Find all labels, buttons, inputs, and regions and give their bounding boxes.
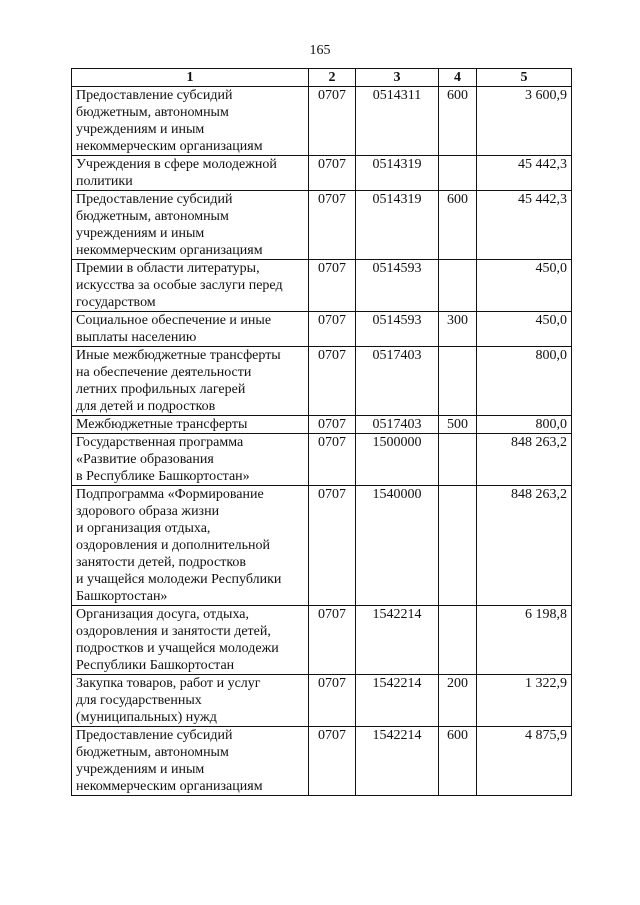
expense-type-cell (439, 347, 477, 416)
target-code-cell: 0517403 (356, 416, 439, 434)
row-name-cell: Иные межбюджетные трансферты на обеспечение деятельности летних профильных лагерей для детей и подростков (72, 347, 309, 416)
amount-cell: 800,0 (477, 347, 572, 416)
target-code-cell: 0517403 (356, 347, 439, 416)
target-code-cell: 1500000 (356, 434, 439, 486)
amount-cell: 450,0 (477, 260, 572, 312)
amount-cell: 450,0 (477, 312, 572, 347)
target-code-cell: 0514593 (356, 312, 439, 347)
table-row (72, 434, 572, 486)
table-row (72, 312, 572, 347)
row-name-cell: Государственная программа «Развитие образования в Республике Башкортостан» (72, 434, 309, 486)
table-row (72, 675, 572, 727)
column-header: 5 (477, 69, 572, 87)
budget-table (71, 68, 572, 796)
table-header-row (72, 69, 572, 87)
table-row (72, 156, 572, 191)
amount-cell: 6 198,8 (477, 606, 572, 675)
table-row (72, 347, 572, 416)
section-code-cell: 0707 (309, 312, 356, 347)
target-code-cell: 1542214 (356, 606, 439, 675)
section-code-cell: 0707 (309, 675, 356, 727)
row-name-cell: Предоставление субсидий бюджетным, автономным учреждениям и иным некоммерческим организациям (72, 87, 309, 156)
expense-type-cell (439, 434, 477, 486)
expense-type-cell: 600 (439, 191, 477, 260)
section-code-cell: 0707 (309, 347, 356, 416)
section-code-cell: 0707 (309, 87, 356, 156)
table-row (72, 486, 572, 606)
amount-cell: 4 875,9 (477, 727, 572, 796)
section-code-cell: 0707 (309, 416, 356, 434)
target-code-cell: 1542214 (356, 675, 439, 727)
column-header: 4 (439, 69, 477, 87)
section-code-cell: 0707 (309, 434, 356, 486)
section-code-cell: 0707 (309, 606, 356, 675)
row-name-cell: Предоставление субсидий бюджетным, автономным учреждениям и иным некоммерческим организациям (72, 727, 309, 796)
column-header: 1 (72, 69, 309, 87)
target-code-cell: 0514311 (356, 87, 439, 156)
column-header: 3 (356, 69, 439, 87)
expense-type-cell: 600 (439, 87, 477, 156)
page-number: 165 (309, 43, 331, 58)
row-name-cell: Премии в области литературы, искусства за особые заслуги перед государством (72, 260, 309, 312)
section-code-cell: 0707 (309, 260, 356, 312)
expense-type-cell: 200 (439, 675, 477, 727)
column-header: 2 (309, 69, 356, 87)
expense-type-cell (439, 156, 477, 191)
row-name-cell: Учреждения в сфере молодежной политики (72, 156, 309, 191)
row-name-cell: Организация досуга, отдыха, оздоровления и занятости детей, подростков и учащейся молодежи Республики Башкортостан (72, 606, 309, 675)
amount-cell: 848 263,2 (477, 434, 572, 486)
table-row (72, 260, 572, 312)
amount-cell: 3 600,9 (477, 87, 572, 156)
expense-type-cell: 600 (439, 727, 477, 796)
amount-cell: 848 263,2 (477, 486, 572, 606)
amount-cell: 1 322,9 (477, 675, 572, 727)
section-code-cell: 0707 (309, 727, 356, 796)
row-name-cell: Предоставление субсидий бюджетным, автономным учреждениям и иным некоммерческим организациям (72, 191, 309, 260)
table-row (72, 87, 572, 156)
amount-cell: 45 442,3 (477, 156, 572, 191)
table-row (72, 606, 572, 675)
row-name-cell: Закупка товаров, работ и услуг для государственных (муниципальных) нужд (72, 675, 309, 727)
row-name-cell: Межбюджетные трансферты (72, 416, 309, 434)
target-code-cell: 0514319 (356, 191, 439, 260)
expense-type-cell (439, 260, 477, 312)
target-code-cell: 0514319 (356, 156, 439, 191)
amount-cell: 45 442,3 (477, 191, 572, 260)
row-name-cell: Социальное обеспечение и иные выплаты населению (72, 312, 309, 347)
expense-type-cell: 500 (439, 416, 477, 434)
expense-type-cell (439, 486, 477, 606)
target-code-cell: 1542214 (356, 727, 439, 796)
section-code-cell: 0707 (309, 191, 356, 260)
table-row (72, 416, 572, 434)
target-code-cell: 0514593 (356, 260, 439, 312)
section-code-cell: 0707 (309, 156, 356, 191)
table-row (72, 727, 572, 796)
amount-cell: 800,0 (477, 416, 572, 434)
row-name-cell: Подпрограмма «Формирование здорового образа жизни и организация отдыха, оздоровления и дополнительной занятости детей, подростков и учащейся молодежи Республики Башкортостан» (72, 486, 309, 606)
expense-type-cell: 300 (439, 312, 477, 347)
expense-type-cell (439, 606, 477, 675)
table-row (72, 191, 572, 260)
section-code-cell: 0707 (309, 486, 356, 606)
target-code-cell: 1540000 (356, 486, 439, 606)
